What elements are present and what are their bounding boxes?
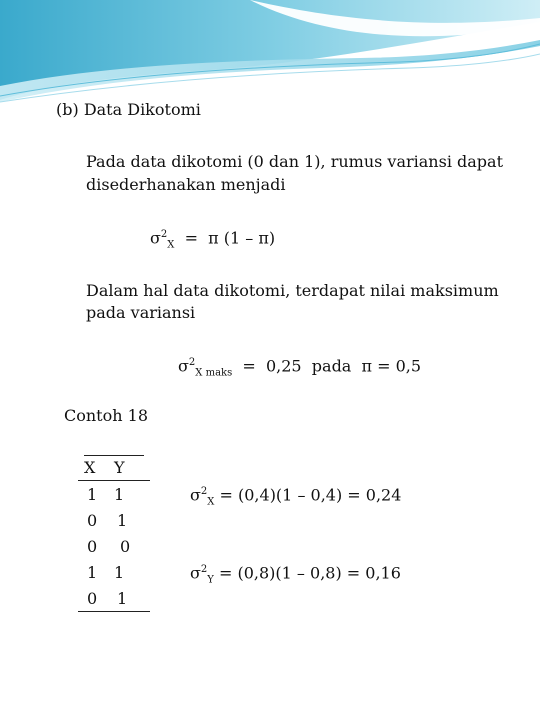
superscript-2: 2: [160, 229, 168, 240]
example-title: Contoh 18: [64, 406, 148, 425]
formula-rhs: = π (1 – π): [174, 228, 276, 248]
paragraph-1-line-1: Pada data dikotomi (0 dan 1), rumus variansi dapat: [86, 152, 504, 171]
subscript-x-maks: X maks: [195, 367, 233, 379]
table-cell-x: 1: [87, 485, 98, 504]
table-cell-y: 1: [114, 563, 125, 582]
table-header-y: Y: [114, 458, 125, 477]
variance-x-calculation: [190, 487, 401, 508]
table-cell-y: 1: [117, 511, 128, 530]
calculation-rhs: = (0,4)(1 – 0,4) = 0,24: [214, 485, 402, 505]
table-cell-y: 1: [114, 485, 125, 504]
superscript-2: 2: [200, 486, 208, 497]
superscript-2: 2: [188, 357, 196, 368]
sigma-symbol: σ: [150, 228, 161, 248]
table-cell-x: 0: [87, 589, 98, 608]
section-title: (b) Data Dikotomi: [56, 100, 201, 119]
max-variance-formula: [178, 358, 421, 379]
variance-y-calculation: [190, 565, 401, 586]
paragraph-1-line-2: disederhanakan menjadi: [86, 175, 286, 194]
table-bottom-rule: [78, 611, 150, 612]
paragraph-2-line-2: pada variansi: [86, 303, 196, 322]
calculation-rhs: = (0,8)(1 – 0,8) = 0,16: [213, 563, 401, 583]
sigma-symbol: σ: [190, 485, 201, 505]
table-cell-x: 0: [87, 537, 98, 556]
subscript-x: X: [207, 496, 215, 508]
table-header-rule: [78, 480, 150, 481]
subscript-x: X: [167, 239, 175, 251]
sigma-symbol: σ: [178, 356, 189, 376]
table-header-x: X: [84, 458, 96, 477]
subscript-y: Y: [207, 574, 214, 586]
variance-formula: [150, 230, 275, 251]
table-cell-x: 1: [87, 563, 98, 582]
table-cell-x: 0: [87, 511, 98, 530]
table-cell-y: 0: [120, 537, 131, 556]
superscript-2: 2: [200, 564, 208, 575]
table-cell-y: 1: [117, 589, 128, 608]
table-top-rule: [84, 455, 144, 456]
sigma-symbol: σ: [190, 563, 201, 583]
header-wave-banner: [0, 0, 540, 110]
paragraph-2-line-1: Dalam hal data dikotomi, terdapat nilai maksimum: [86, 281, 499, 300]
formula-rhs: = 0,25 pada π = 0,5: [232, 356, 422, 376]
